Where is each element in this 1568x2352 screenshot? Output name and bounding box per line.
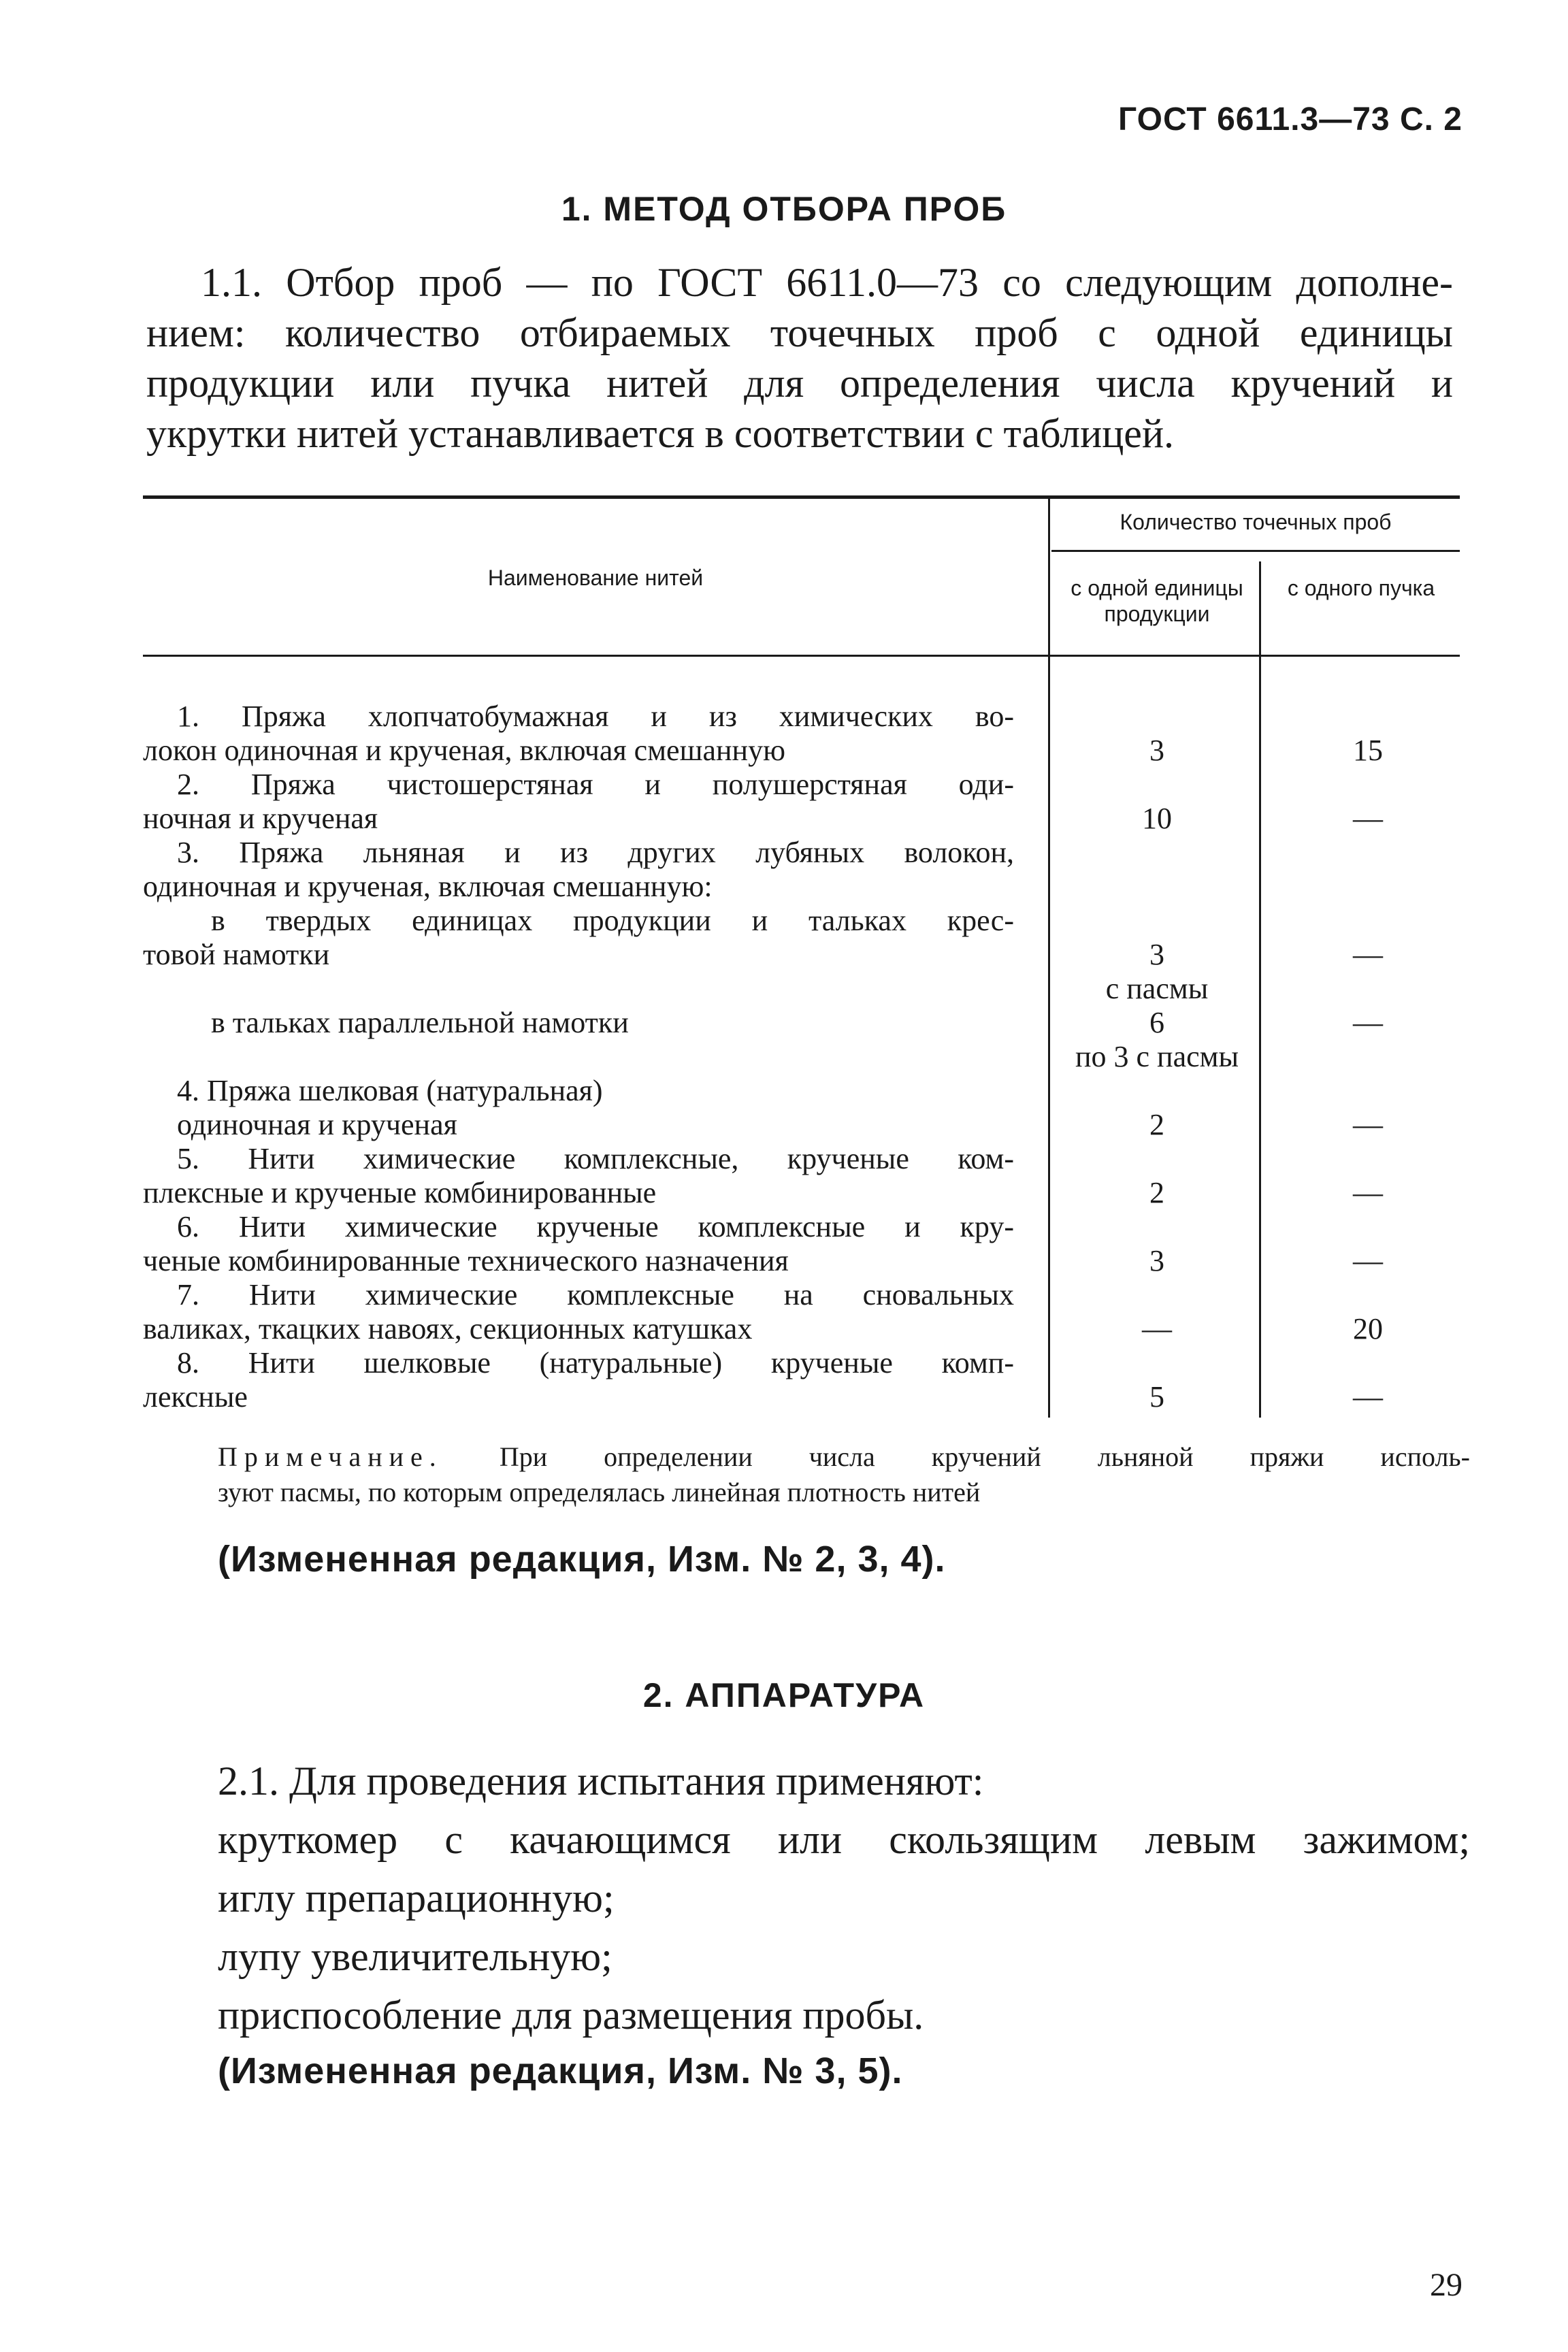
name-line: плексные и крученые комбинированные — [143, 1176, 657, 1209]
row-4-col2: — — [1353, 1108, 1383, 1141]
row-5-col1: 2 — [1149, 1176, 1164, 1209]
header-col1: с одной единицы продукции — [1071, 576, 1243, 626]
table-row-name — [143, 1142, 1014, 1210]
row-3a-col1-note: с пасмы — [1105, 972, 1209, 1005]
paragraph-line: укрутки нитей устанавливается в соответствии с таблицей. — [146, 411, 1175, 456]
page-number: 29 — [1430, 2267, 1463, 2303]
row-6-col2: — — [1353, 1244, 1383, 1277]
name-line: в тальках параллельной намотки — [211, 1006, 629, 1039]
row-1-col2: 15 — [1353, 734, 1383, 767]
name-line: в твердых единицах продукции и тальках крес- — [211, 904, 1014, 937]
name-line: валиках, ткацких навоях, секционных катушках — [143, 1312, 753, 1345]
name-line: 4. Пряжа шелковая (натуральная) — [177, 1074, 603, 1107]
header-name: Наименование нитей — [487, 566, 704, 590]
paragraph-line: продукции или пучка нитей для определения числа кручений и — [146, 361, 1453, 406]
name-line: 1. Пряжа хлопчатобумажная и из химических во- — [177, 700, 1014, 733]
table-col-divider-1 — [1048, 499, 1050, 1418]
edition-note-2: (Измененная редакция, Изм. № 3, 5). — [218, 2051, 903, 2091]
name-line: ченые комбинированные технического назначения — [143, 1244, 789, 1277]
row-3a-col1: 3 — [1149, 938, 1164, 971]
row-1-col1: 3 — [1149, 734, 1164, 767]
row-6-col1: 3 — [1149, 1244, 1164, 1277]
equipment-item-text: круткомер с качающимся или скользящим левым зажимом; — [218, 1817, 1470, 1862]
section-2-title: 2. АППАРАТУРА — [642, 1676, 926, 1714]
name-line: 5. Нити химические комплексные, крученые ком- — [177, 1142, 1014, 1175]
name-line: 8. Нити шелковые (натуральные) крученые комп- — [177, 1346, 1014, 1379]
table-row-name — [143, 700, 1014, 768]
table-row-name — [143, 1006, 1014, 1040]
note-text-2: зуют пасмы, по которым определялась линейная плотность нитей — [218, 1477, 981, 1507]
row-7-col1: — — [1142, 1312, 1172, 1345]
name-line: товой намотки — [143, 938, 330, 971]
name-line: лексные — [143, 1380, 248, 1414]
row-7-col2: 20 — [1353, 1312, 1383, 1345]
edition-note-1: (Измененная редакция, Изм. № 2, 3, 4). — [218, 1539, 946, 1580]
row-2-col1: 10 — [1142, 802, 1172, 835]
table-row-name — [143, 1074, 1014, 1142]
name-line: одиночная и крученая — [177, 1108, 457, 1141]
table-row-name — [143, 768, 1014, 836]
row-3b-col2: — — [1353, 1006, 1383, 1039]
name-line: 6. Нити химические крученые комплексные и кру- — [177, 1210, 1014, 1243]
name-line: локон одиночная и крученая, включая смешанную — [143, 734, 785, 767]
table-row-name — [143, 904, 1014, 972]
table-group-rule — [1051, 550, 1460, 552]
table-row-name — [143, 1346, 1014, 1414]
name-line: 7. Нити химические комплексные на сновальных — [177, 1278, 1014, 1311]
row-3a-col2: — — [1353, 938, 1383, 971]
table-row-name — [143, 1278, 1014, 1346]
row-2-col2: — — [1353, 802, 1383, 835]
name-line: 2. Пряжа чистошерстяная и полушерстяная оди- — [177, 768, 1014, 801]
row-3b-col1-note: по 3 с пасмы — [1075, 1040, 1239, 1073]
name-line: 3. Пряжа льняная и из других лубяных волокон, — [177, 836, 1014, 869]
header-col2: с одного пучка — [1287, 576, 1435, 600]
section-1-title: 1. МЕТОД ОТБОРА ПРОБ — [561, 190, 1007, 228]
row-4-col1: 2 — [1149, 1108, 1164, 1141]
name-line: одиночная и крученая, включая смешанную: — [143, 870, 713, 903]
paragraph-line: 1.1. Отбор проб — по ГОСТ 6611.0—73 со следующим дополне- — [201, 260, 1453, 305]
equipment-item: лупу увеличительную; — [218, 1934, 612, 1979]
note-label: Примечание. — [218, 1441, 443, 1472]
row-8-col2: — — [1353, 1380, 1383, 1414]
section-2-intro: 2.1. Для проведения испытания применяют: — [218, 1759, 984, 1803]
section-1-paragraph — [146, 257, 1453, 459]
row-8-col1: 5 — [1149, 1380, 1164, 1414]
note-text-1: При определении числа кручений льняной пряжи исполь- — [499, 1441, 1470, 1472]
name-line: ночная и крученая — [143, 802, 378, 835]
table-row-name — [143, 836, 1014, 904]
equipment-item: иглу препарационную; — [218, 1876, 615, 1921]
table-header-rule — [143, 655, 1460, 657]
equipment-item — [218, 1814, 1470, 1865]
standard-reference: ГОСТ 6611.3—73 С. 2 — [1118, 101, 1463, 137]
table-top-rule — [143, 495, 1460, 499]
row-5-col2: — — [1353, 1176, 1383, 1209]
row-3b-col1: 6 — [1149, 1006, 1164, 1039]
paragraph-line: нием: количество отбираемых точечных проб с одной единицы — [146, 310, 1453, 355]
header-group: Количество точечных проб — [1120, 510, 1392, 534]
table-row-name — [143, 1210, 1014, 1278]
table-note — [218, 1439, 1470, 1510]
equipment-item: приспособление для размещения пробы. — [218, 1993, 924, 2038]
